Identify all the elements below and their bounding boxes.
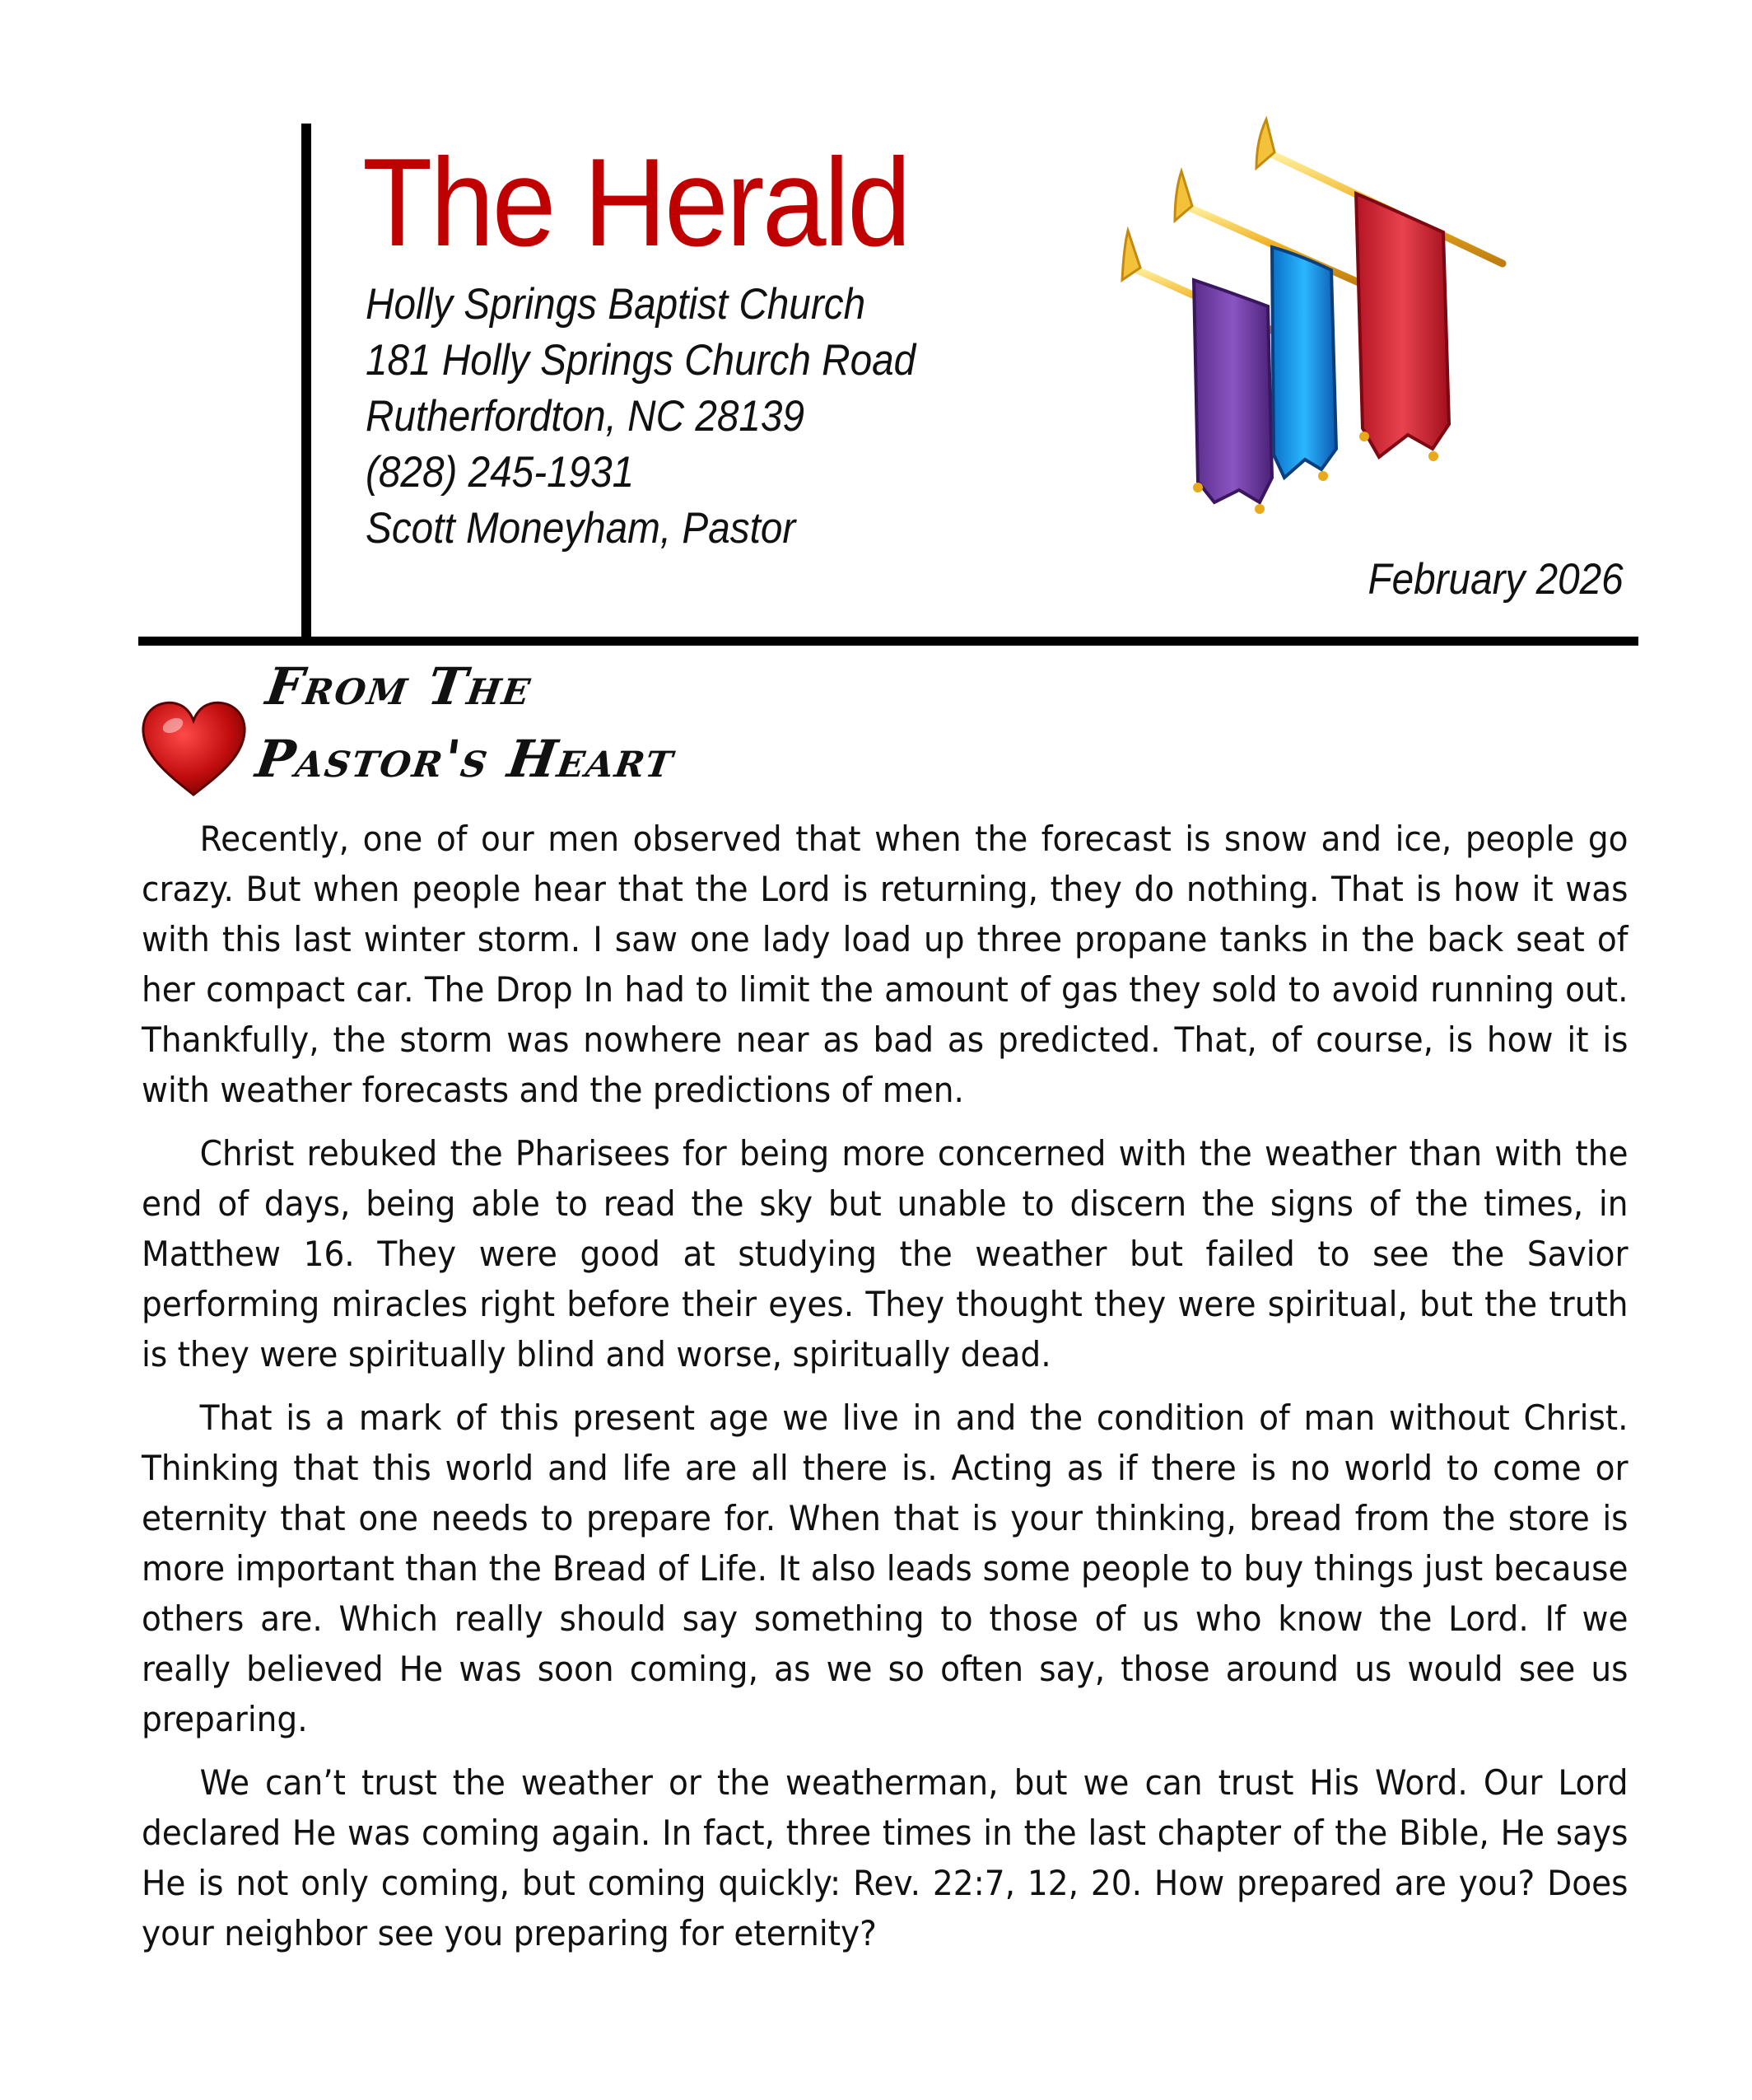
church-name: Holly Springs Baptist Church: [366, 280, 866, 329]
article-paragraph: We can’t trust the weather or the weatherman, but we can trust His Word. Our Lord declared He was coming again. In fact, three times in the last chapter of the Bible, He says He is not only coming, but coming quickly: Rev. 22:7, 12, 20. How prepared are you? Does your neighbor see you preparing for eternity?: [142, 1762, 1629, 1953]
church-address-block: [366, 277, 916, 557]
pastor-name: Scott Moneyham, Pastor: [366, 504, 796, 553]
trumpets-banners-icon: [1116, 115, 1511, 527]
street-address: 181 Holly Springs Church Road: [366, 336, 916, 385]
section-heading-line-2: Pastor's Heart: [252, 729, 679, 789]
blue-banner: [1272, 247, 1336, 478]
masthead-horizontal-rule: [138, 637, 1638, 646]
phone-number: (828) 245-1931: [366, 448, 635, 497]
article-paragraph: Recently, one of our men observed that when the forecast is snow and ice, people go crazy. But when people hear that the Lord is returning, they do nothing. That is how it was with this last winter storm. I saw one lady load up three propane tanks in the back seat of her compact car. The Drop In had to limit the amount of gas they sold to avoid running out. Thankfully, the storm was nowhere near as bad as predicted. That, of course, is how it is with weather forecasts and the predictions of men.: [142, 819, 1629, 1110]
city-state-zip: Rutherfordton, NC 28139: [366, 392, 804, 441]
pastor-article: [142, 814, 1629, 1972]
red-banner: [1356, 194, 1449, 457]
section-heading: [251, 651, 689, 796]
article-paragraph: Christ rebuked the Pharisees for being more concerned with the weather than with the end of days, being able to read the sky but unable to discern the signs of the times, in Matthew 16. They were good at studying the weather but failed to see the Savior performing miracles right before their eyes. They thought they were spiritual, but the truth is they were spiritually blind and worse, spiritually dead.: [142, 1133, 1629, 1374]
masthead-vertical-rule: [301, 124, 311, 642]
purple-banner: [1194, 280, 1272, 502]
issue-date: February 2026: [1368, 555, 1624, 604]
section-heading-line-1: From The: [262, 656, 536, 716]
trumpet-2-icon: [1175, 171, 1363, 284]
article-paragraph: That is a mark of this present age we live in and the condition of man without Christ. Thinking that this world and life are all there is. Acting as if there is no world to come or eternity that one needs to prepare for. When that is your thinking, bread from the store is more important than the Bread of Life. It also leads some people to buy things just because others are. Which really should say something to those of us who know the Lord. If we really believed He was soon coming, as we so often say, those around us would see us preparing.: [142, 1398, 1629, 1739]
heart-icon: [138, 696, 249, 799]
newsletter-title: The Herald: [362, 133, 910, 273]
